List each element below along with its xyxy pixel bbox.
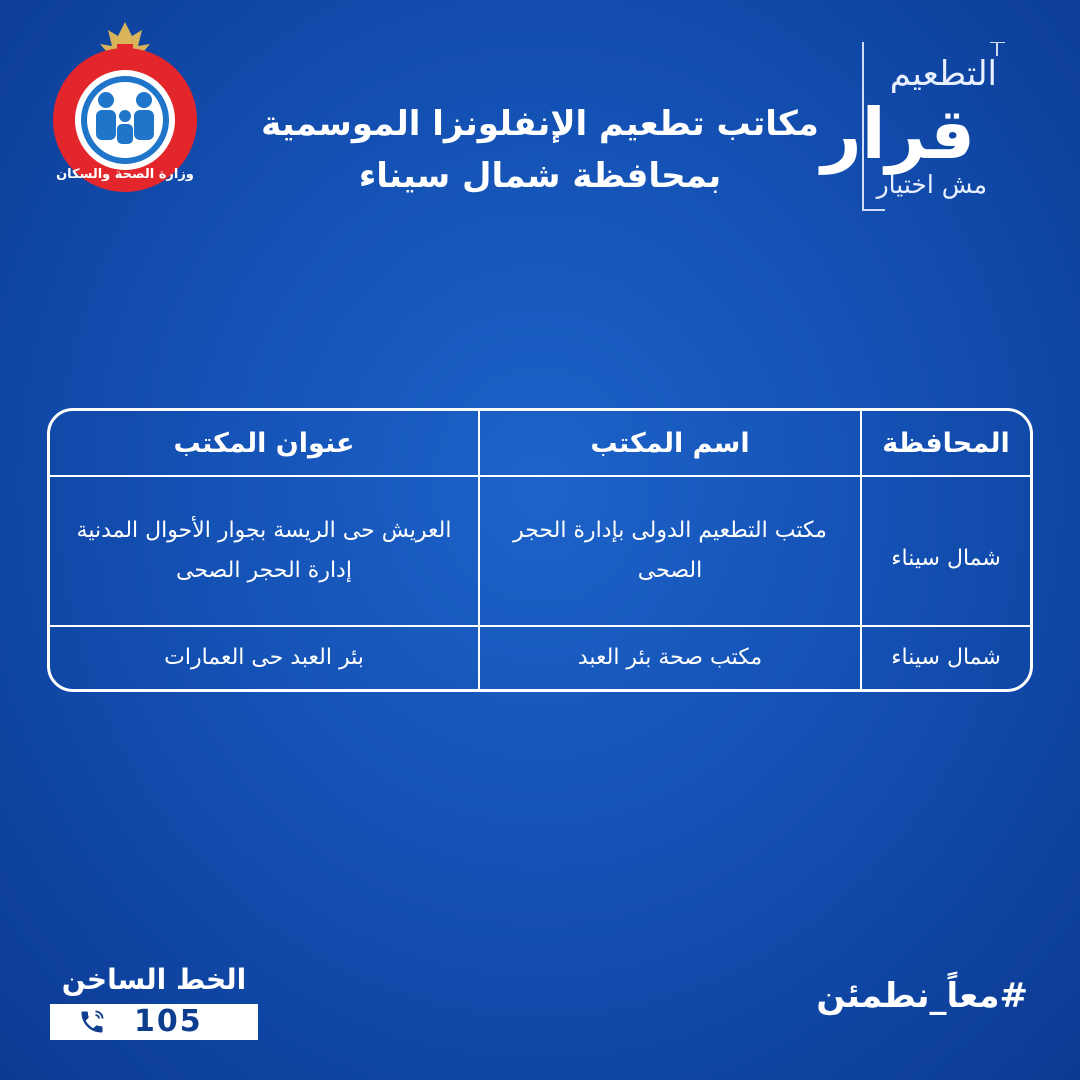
campaign-hashtag: #معاً_نطمئن — [816, 976, 1028, 1016]
campaign-slogan — [821, 42, 1005, 214]
office-name-line-1: مكتب التطعيم الدولى بإدارة الحجر — [513, 518, 827, 543]
logo-arabic-text: وزارة الصحة والسكان — [56, 167, 194, 182]
table-header-row — [50, 411, 1030, 477]
title-line-2: بمحافظة شمال سيناء — [358, 156, 722, 196]
hotline-label: الخط الساخن — [61, 963, 247, 996]
cell-office-address: بئر العبد حى العمارات — [164, 645, 364, 670]
slogan-line-1: التطعيم — [889, 54, 997, 94]
offices-table — [47, 408, 1033, 692]
header-office-address: عنوان المكتب — [50, 411, 478, 477]
table-row — [50, 477, 1030, 627]
phone-icon — [78, 1008, 106, 1036]
table-row — [50, 627, 1030, 689]
cell-governorate: شمال سيناء — [860, 477, 1030, 627]
cell-office-address — [50, 477, 478, 627]
office-address-line-1: العريش حى الريسة بجوار الأحوال المدنية — [76, 518, 452, 543]
slogan-line-3: مش اختيار — [876, 170, 987, 199]
hotline-number: 105 — [134, 1004, 203, 1039]
header-governorate: المحافظة — [860, 411, 1030, 477]
cell-governorate: شمال سيناء — [860, 627, 1030, 689]
ministry-logo — [50, 18, 200, 196]
office-address-line-2: إدارة الحجر الصحى — [176, 558, 352, 583]
cell-office-name: مكتب صحة بئر العبد — [478, 627, 860, 689]
page-title — [230, 98, 850, 202]
cell-office-name — [478, 477, 860, 627]
header-office-name: اسم المكتب — [478, 411, 860, 477]
hotline — [50, 960, 258, 1040]
hotline-box[interactable] — [50, 1004, 258, 1040]
office-name-line-2: الصحى — [637, 558, 703, 583]
slogan-line-2: قرار — [821, 93, 975, 175]
title-line-1: مكاتب تطعيم الإنفلونزا الموسمية — [261, 104, 819, 144]
